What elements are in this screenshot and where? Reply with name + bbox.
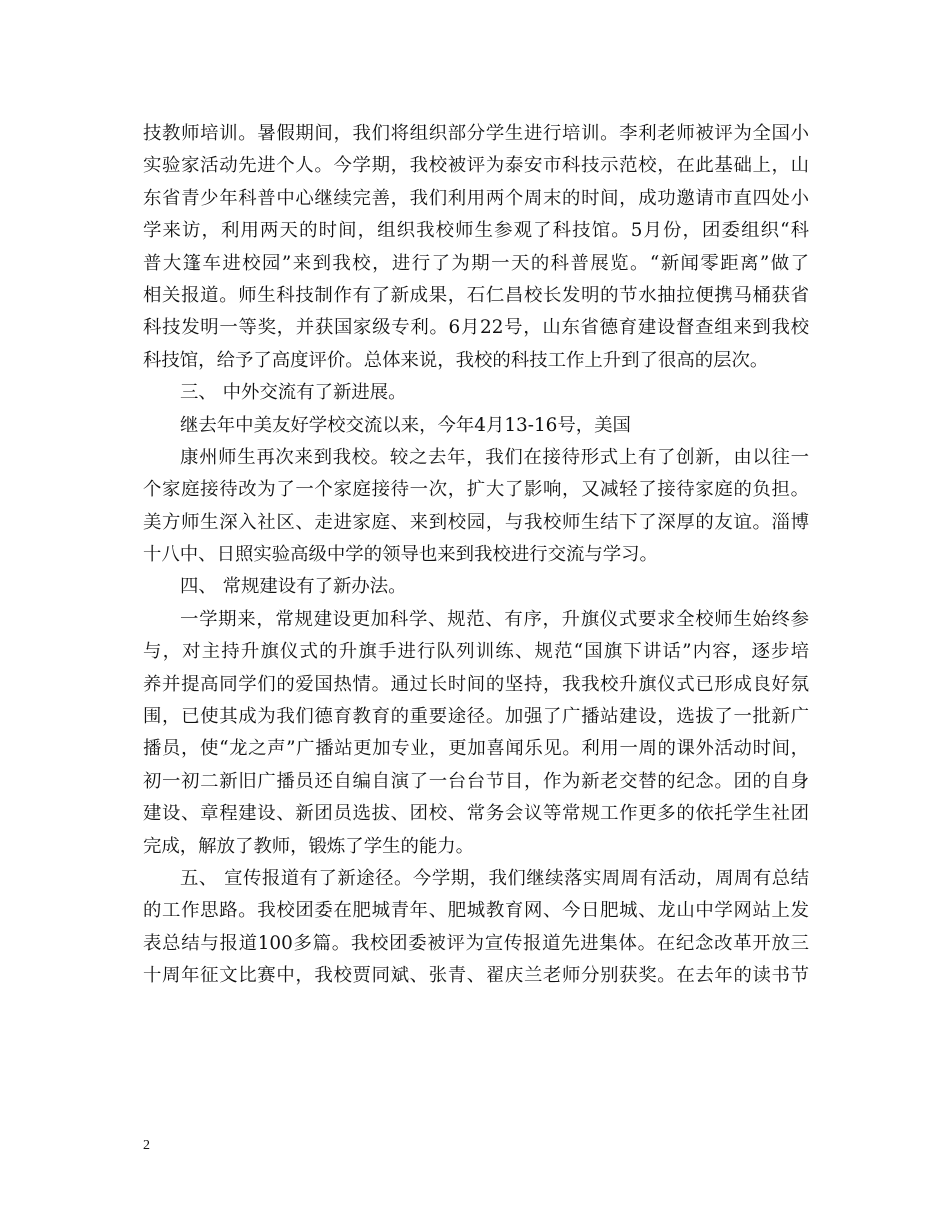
text-line: 实验家活动先进个人。今学期，我校被评为泰安市科技示范校，在此基础上，山 — [143, 155, 809, 177]
text-line: 学来访，利用两天的时间，组织我校师生参观了科技馆。5月份，团委组织“科 — [143, 220, 809, 242]
section-heading: 三、 中外交流有了新进展。 — [180, 382, 407, 404]
text-line: 个家庭接待改为了一个家庭接待一次，扩大了影响，又减轻了接待家庭的负担。 — [143, 479, 809, 501]
text-line: 普大篷车进校园”来到我校，进行了为期一天的科普展览。“新闻零距离”做了 — [143, 252, 809, 274]
text-line: 技教师培训。暑假期间，我们将组织部分学生进行培训。李利老师被评为全国小 — [143, 123, 809, 144]
text-line: 的工作思路。我校团委在肥城青年、肥城教育网、今日肥城、龙山中学网站上发 — [143, 900, 809, 922]
text-line: 科技发明一等奖，并获国家级专利。6月22号，山东省德育建设督查组来到我校 — [143, 317, 809, 339]
text-line: 表总结与报道100多篇。我校团委被评为宣传报道先进集体。在纪念改革开放三 — [143, 932, 809, 954]
text-line: 康州师生再次来到我校。较之去年，我们在接待形式上有了创新，由以往一 — [180, 446, 809, 468]
text-line: 养并提高同学们的爱国热情。通过长时间的坚持，我我校升旗仪式已形成良好氛 — [143, 673, 809, 695]
text-line: 与，对主持升旗仪式的升旗手进行队列训练、规范“国旗下讲话”内容，逐步培 — [143, 641, 809, 663]
text-line: 建设、章程建设、新团员选拔、团校、常务会议等常规工作更多的依托学生社团 — [143, 803, 809, 825]
text-line: 完成，解放了教师，锻炼了学生的能力。 — [143, 835, 475, 857]
section-heading: 四、 常规建设有了新办法。 — [180, 576, 407, 598]
text-line: 继去年中美友好学校交流以来，今年4月13-16号，美国 — [180, 414, 631, 436]
text-line: 十周年征文比赛中，我校贾同斌、张青、翟庆兰老师分别获奖。在去年的读书节 — [143, 965, 809, 987]
text-line: 科技馆，给予了高度评价。总体来说，我校的科技工作上升到了很高的层次。 — [143, 349, 769, 371]
text-line: 播员，使“龙之声”广播站更加专业，更加喜闻乐见。利用一周的课外活动时间， — [143, 738, 809, 760]
page-number: 2 — [143, 1138, 150, 1153]
text-line: 十八中、日照实验高级中学的领导也来到我校进行交流与学习。 — [143, 544, 658, 566]
body-text — [143, 118, 809, 993]
section-heading: 五、 宣传报道有了新途径。今学期，我们继续落实周周有活动，周周有总结 — [180, 867, 809, 889]
text-line: 东省青少年科普中心继续完善，我们利用两个周末的时间，成功邀请市直四处小 — [143, 187, 809, 209]
text-line: 初一初二新旧广播员还自编自演了一台台节目，作为新老交替的纪念。团的自身 — [143, 770, 809, 792]
text-line: 围，已使其成为我们德育教育的重要途径。加强了广播站建设，选拔了一批新广 — [143, 706, 809, 728]
text-line: 美方师生深入社区、走进家庭、来到校园，与我校师生结下了深厚的友谊。淄博 — [143, 511, 809, 533]
text-line: 一学期来，常规建设更加科学、规范、有序，升旗仪式要求全校师生始终参 — [180, 608, 809, 630]
text-line: 相关报道。师生科技制作有了新成果，石仁昌校长发明的节水抽拉便携马桶获省 — [143, 284, 809, 306]
